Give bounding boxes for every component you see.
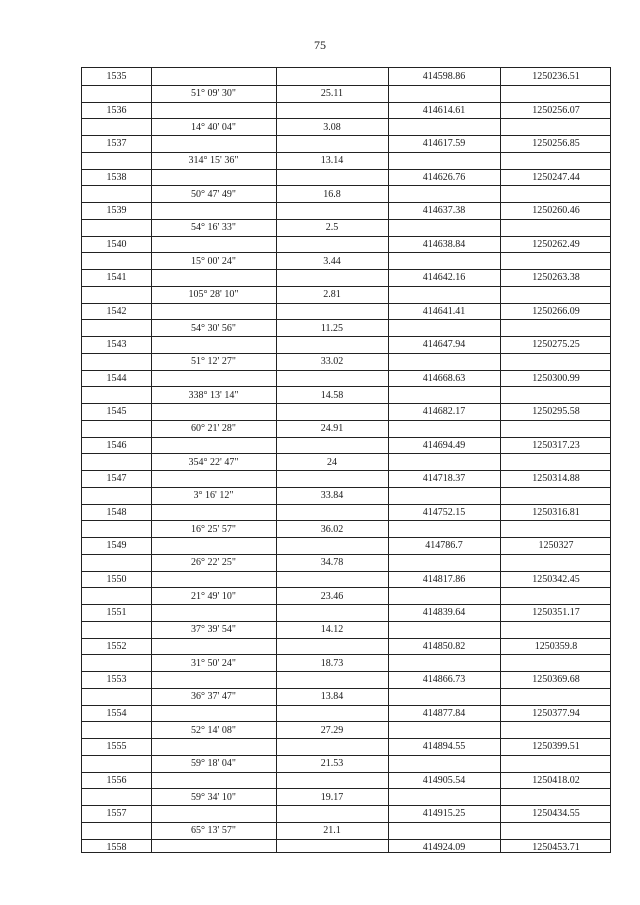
point-y-coordinate: 1250377.94 [532,707,580,719]
segment-length: 11.25 [320,322,344,334]
segment-direction-angle: 54° 16' 33" [191,222,236,234]
point-x-coordinate: 414668.63 [422,372,466,384]
point-number: 1557 [106,808,127,820]
segment-length: 14.12 [320,624,344,636]
segment-direction-angle: 36° 37' 47" [191,691,236,703]
row-divider [82,403,610,404]
row-divider [82,688,610,689]
row-divider [82,437,610,438]
point-y-coordinate: 1250316.81 [532,506,580,518]
point-y-coordinate: 1250314.88 [532,473,580,485]
row-divider [82,370,610,371]
segment-direction-angle: 354° 22' 47" [188,456,239,468]
row-divider [82,286,610,287]
segment-direction-angle: 54° 30' 56" [191,322,236,334]
segment-length: 23.46 [320,590,344,602]
point-x-coordinate: 414877.84 [422,707,466,719]
point-x-coordinate: 414626.76 [422,171,466,183]
segment-direction-angle: 60° 21' 28" [191,423,236,435]
row-divider [82,319,610,320]
point-y-coordinate: 1250262.49 [532,238,580,250]
row-divider [82,386,610,387]
segment-direction-angle: 51° 09' 30" [191,88,236,100]
row-divider [82,303,610,304]
row-divider [82,202,610,203]
row-divider [82,772,610,773]
point-x-coordinate: 414642.16 [422,272,466,284]
row-divider [82,621,610,622]
row-divider [82,470,610,471]
segment-direction-angle: 3° 16' 12" [193,490,234,502]
row-divider [82,805,610,806]
segment-direction-angle: 31° 50' 24" [191,657,236,669]
point-x-coordinate: 414905.54 [422,774,466,786]
point-number: 1550 [106,573,127,585]
segment-length: 2.81 [323,289,341,301]
row-divider [82,102,610,103]
row-divider [82,705,610,706]
page-number: 75 [314,38,326,52]
point-y-coordinate: 1250418.02 [532,774,580,786]
segment-direction-angle: 21° 49' 10" [191,590,236,602]
row-divider [82,537,610,538]
segment-length: 33.84 [320,490,344,502]
point-x-coordinate: 414718.37 [422,473,466,485]
row-divider [82,487,610,488]
segment-length: 2.5 [325,222,339,234]
segment-length: 18.73 [320,657,344,669]
row-divider [82,755,610,756]
point-x-coordinate: 414786.7 [425,540,463,552]
segment-length: 33.02 [320,356,344,368]
point-number: 1553 [106,674,127,686]
point-y-coordinate: 1250247.44 [532,171,580,183]
point-number: 1538 [106,171,127,183]
row-divider [82,520,610,521]
point-number: 1535 [106,71,127,83]
row-divider [82,185,610,186]
segment-length: 16.8 [323,188,341,200]
segment-direction-angle: 59° 34' 10" [191,791,236,803]
segment-direction-angle: 65° 13' 57" [191,825,236,837]
row-divider [82,269,610,270]
segment-length: 27.29 [320,724,344,736]
point-number: 1548 [106,506,127,518]
segment-direction-angle: 26° 22' 25" [191,557,236,569]
point-x-coordinate: 414598.86 [422,71,466,83]
point-x-coordinate: 414752.15 [422,506,466,518]
point-y-coordinate: 1250351.17 [532,607,580,619]
point-y-coordinate: 1250256.07 [532,104,580,116]
segment-direction-angle: 51° 12' 27" [191,356,236,368]
point-x-coordinate: 414850.82 [422,640,466,652]
segment-length: 34.78 [320,557,344,569]
row-divider [82,654,610,655]
segment-direction-angle: 338° 13' 14" [188,389,239,401]
point-number: 1555 [106,741,127,753]
point-y-coordinate: 1250236.51 [532,71,580,83]
row-divider [82,453,610,454]
point-y-coordinate: 1250369.68 [532,674,580,686]
segment-direction-angle: 314° 15' 36" [188,155,239,167]
point-y-coordinate: 1250295.58 [532,406,580,418]
point-number: 1541 [106,272,127,284]
point-number: 1536 [106,104,127,116]
point-x-coordinate: 414641.41 [422,305,466,317]
point-number: 1551 [106,607,127,619]
segment-direction-angle: 14° 40' 04" [191,121,236,133]
point-number: 1558 [106,841,127,853]
row-divider [82,169,610,170]
row-divider [82,788,610,789]
point-x-coordinate: 414694.49 [422,439,466,451]
segment-length: 24.91 [320,423,344,435]
point-y-coordinate: 1250359.8 [534,640,578,652]
row-divider [82,504,610,505]
segment-direction-angle: 15° 00' 24" [191,255,236,267]
point-number: 1543 [106,339,127,351]
point-x-coordinate: 414614.61 [422,104,466,116]
point-x-coordinate: 414682.17 [422,406,466,418]
point-number: 1539 [106,205,127,217]
segment-length: 13.14 [320,155,344,167]
point-number: 1542 [106,305,127,317]
row-divider [82,152,610,153]
point-x-coordinate: 414817.86 [422,573,466,585]
row-divider [82,587,610,588]
row-divider [82,135,610,136]
point-number: 1547 [106,473,127,485]
point-y-coordinate: 1250256.85 [532,138,580,150]
point-x-coordinate: 414866.73 [422,674,466,686]
point-y-coordinate: 1250342.45 [532,573,580,585]
row-divider [82,219,610,220]
point-number: 1545 [106,406,127,418]
point-y-coordinate: 1250317.23 [532,439,580,451]
row-divider [82,420,610,421]
point-y-coordinate: 1250453.71 [532,841,580,853]
row-divider [82,554,610,555]
segment-direction-angle: 105° 28' 10" [188,289,239,301]
point-x-coordinate: 414894.55 [422,741,466,753]
point-x-coordinate: 414647.94 [422,339,466,351]
segment-direction-angle: 50° 47' 49" [191,188,236,200]
row-divider [82,839,610,840]
point-number: 1554 [106,707,127,719]
point-y-coordinate: 1250434.55 [532,808,580,820]
row-divider [82,721,610,722]
segment-direction-angle: 16° 25' 57" [191,523,236,535]
row-divider [82,252,610,253]
segment-direction-angle: 52° 14' 08" [191,724,236,736]
segment-length: 24 [327,456,337,468]
row-divider [82,353,610,354]
segment-length: 3.08 [323,121,341,133]
point-y-coordinate: 1250275.25 [532,339,580,351]
row-divider [82,638,610,639]
point-y-coordinate: 1250399.51 [532,741,580,753]
segment-length: 13.84 [320,691,344,703]
segment-length: 21.1 [323,825,341,837]
point-number: 1537 [106,138,127,150]
segment-length: 14.58 [320,389,344,401]
point-x-coordinate: 414637.38 [422,205,466,217]
row-divider [82,336,610,337]
row-divider [82,671,610,672]
point-x-coordinate: 414924.09 [422,841,466,853]
point-number: 1544 [106,372,127,384]
segment-length: 19.17 [320,791,344,803]
row-divider [82,85,610,86]
segment-direction-angle: 59° 18' 04" [191,758,236,770]
point-number: 1546 [106,439,127,451]
point-number: 1552 [106,640,127,652]
row-divider [82,738,610,739]
segment-direction-angle: 37° 39' 54" [191,624,236,636]
point-x-coordinate: 414915.25 [422,808,466,820]
coordinates-table [81,67,611,853]
point-y-coordinate: 1250260.46 [532,205,580,217]
point-number: 1556 [106,774,127,786]
segment-length: 36.02 [320,523,344,535]
segment-length: 3.44 [323,255,341,267]
row-divider [82,604,610,605]
point-number: 1549 [106,540,127,552]
point-y-coordinate: 1250300.99 [532,372,580,384]
row-divider [82,118,610,119]
point-y-coordinate: 1250263.38 [532,272,580,284]
row-divider [82,571,610,572]
point-x-coordinate: 414638.84 [422,238,466,250]
segment-length: 21.53 [320,758,344,770]
row-divider [82,822,610,823]
point-number: 1540 [106,238,127,250]
point-x-coordinate: 414617.59 [422,138,466,150]
point-y-coordinate: 1250327 [538,540,574,552]
point-y-coordinate: 1250266.09 [532,305,580,317]
segment-length: 25.11 [320,88,344,100]
row-divider [82,236,610,237]
point-x-coordinate: 414839.64 [422,607,466,619]
